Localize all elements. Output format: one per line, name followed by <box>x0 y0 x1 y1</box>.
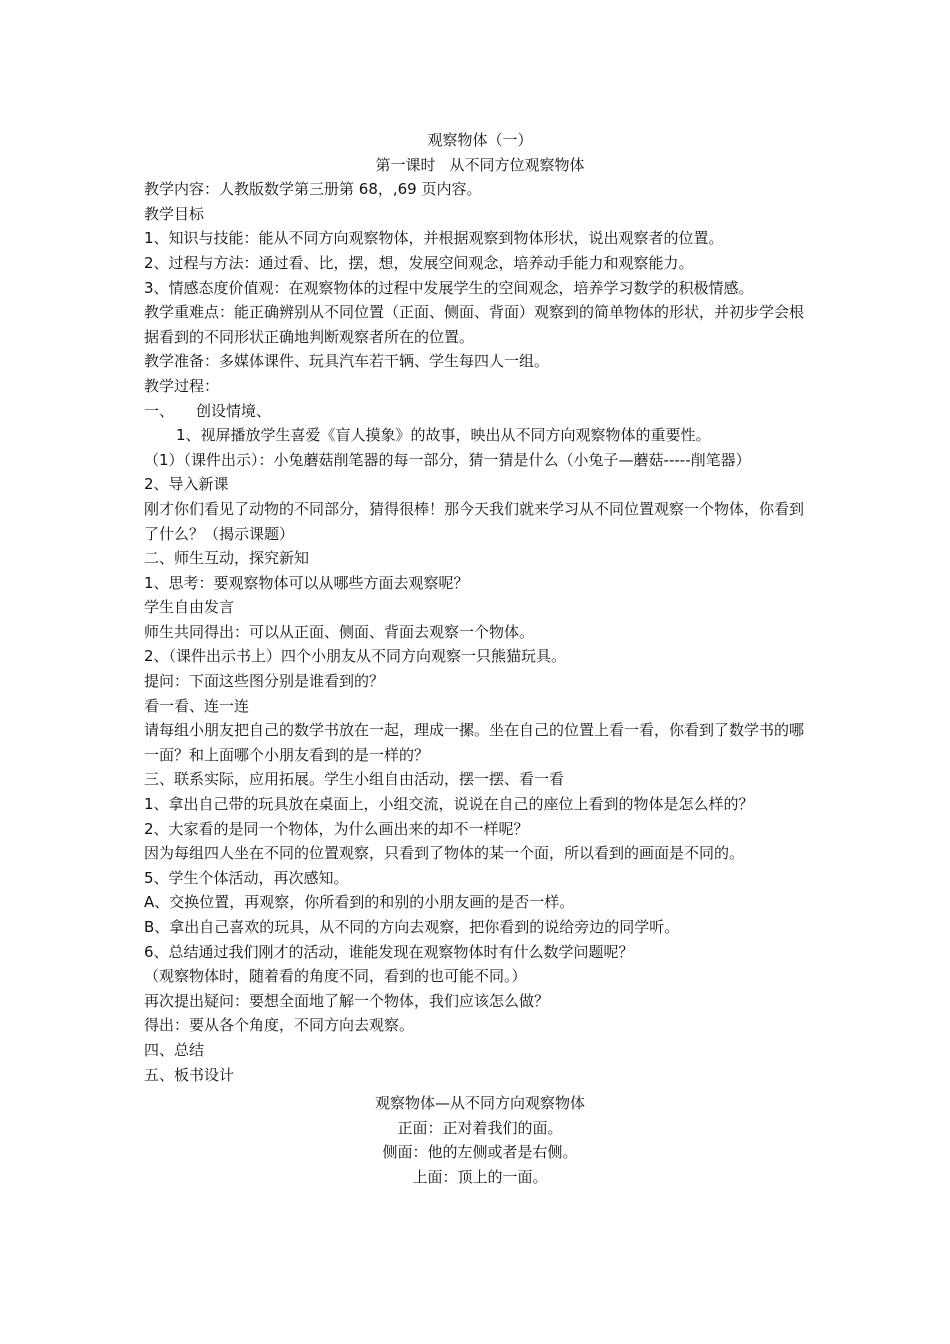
paragraph: 得出：要从各个角度，不同方向去观察。 <box>144 1016 415 1035</box>
paragraph: 学生自由发言 <box>144 598 235 617</box>
goal-item: 1、知识与技能：能从不同方向观察物体，并根据观察到物体形状，说出观察者的位置。 <box>144 229 724 248</box>
paragraph: 再次提出疑问：要想全面地了解一个物体，我们应该怎么做？ <box>144 991 550 1010</box>
preparation: 教学准备：多媒体课件、玩具汽车若干辆、学生每四人一组。 <box>144 352 550 371</box>
list-item: 2、（课件出示书上）四个小朋友从不同方向观察一只熊猫玩具。 <box>144 647 567 666</box>
list-item: 5、学生个体活动，再次感知。 <box>144 868 349 887</box>
section-heading <box>144 399 816 424</box>
key-points: 教学重难点：能正确辨别从不同位置（正面、侧面、背面）观察到的简单物体的形状，并初步学会根据看到的不同形状正确地判断观察者所在的位置。 <box>144 303 805 346</box>
paragraph: 师生共同得出：可以从正面、侧面、背面去观察一个物体。 <box>144 622 535 641</box>
board-line: 侧面：他的左侧或者是右侧。 <box>382 1143 578 1162</box>
section-heading: 四、总结 <box>144 1040 205 1059</box>
goals-heading: 教学目标 <box>144 204 205 223</box>
list-item: 2、大家看的是同一个物体，为什么画出来的却不一样呢？ <box>144 819 529 838</box>
paragraph: 因为每组四人坐在不同的位置观察，只看到了物体的某一个面，所以看到的画面是不同的。 <box>144 844 745 863</box>
paragraph: 请每组小朋友把自己的数学书放在一起，理成一摞。坐在自己的位置上看一看，你看到了数学书的哪一面？和上面哪个小朋友看到的是一样的？ <box>144 721 805 764</box>
section-title: 创设情境、 <box>196 401 272 420</box>
goal-item: 2、过程与方法：通过看、比，摆，想，发展空间观念，培养动手能力和观察能力。 <box>144 253 694 272</box>
paragraph: 刚才你们看见了动物的不同部分，猜得很棒！那今天我们就来学习从不同位置观察一个物体，你看到了什么？（揭示课题） <box>144 499 805 543</box>
list-item: 1、视屏播放学生喜爱《盲人摸象》的故事，映出从不同方向观察物体的重要性。 <box>176 426 711 445</box>
list-item: 6、总结通过我们刚才的活动，谁能发现在观察物体时有什么数学问题呢？ <box>144 942 634 961</box>
lesson-topic: 从不同方位观察物体 <box>449 155 585 174</box>
paragraph: 看一看、连一连 <box>144 696 250 715</box>
goal-item: 3、情感态度价值观：在观察物体的过程中发展学生的空间观念，培养学习数学的积极情感。 <box>144 278 754 297</box>
blackboard-design <box>144 1091 816 1189</box>
board-line: 正面：正对着我们的面。 <box>397 1118 563 1137</box>
list-item: 1、拿出自己带的玩具放在桌面上，小组交流，说说在自己的座位上看到的物体是怎么样的？ <box>144 795 754 814</box>
document-title: 观察物体（一） <box>427 131 533 149</box>
document-body <box>144 128 816 1190</box>
process-heading: 教学过程： <box>144 376 220 395</box>
list-item: （1）（课件出示）：小兔蘑菇削笔器的每一部分，猜一猜是什么（小兔子—蘑菇-----削笔器） <box>144 450 751 469</box>
board-title: 观察物体—从不同方向观察物体 <box>374 1094 585 1113</box>
section-heading: 二、师生互动，探究新知 <box>144 549 310 568</box>
list-item: A、交换位置，再观察，你所看到的和别的小朋友画的是否一样。 <box>144 893 575 912</box>
paragraph: （观察物体时，随着看的角度不同，看到的也可能不同。） <box>144 967 527 986</box>
section-number: 一、 <box>144 401 175 420</box>
list-item: 1、思考：要观察物体可以从哪些方面去观察呢？ <box>144 573 469 592</box>
list-item: 2、导入新课 <box>144 475 229 494</box>
document-subtitle <box>144 153 816 178</box>
board-line: 上面：顶上的一面。 <box>412 1167 548 1186</box>
section-heading: 五、板书设计 <box>144 1065 235 1084</box>
paragraph: 提问：下面这些图分别是谁看到的？ <box>144 672 385 691</box>
teaching-content: 教学内容：人教版数学第三册第 68，,69 页内容。 <box>144 180 482 199</box>
list-item: B、拿出自己喜欢的玩具，从不同的方向去观察，把你看到的说给旁边的同学听。 <box>144 918 680 936</box>
section-heading: 三、联系实际，应用拓展。学生小组自由活动，摆一摆、看一看 <box>144 770 565 789</box>
lesson-number: 第一课时 <box>375 155 436 174</box>
